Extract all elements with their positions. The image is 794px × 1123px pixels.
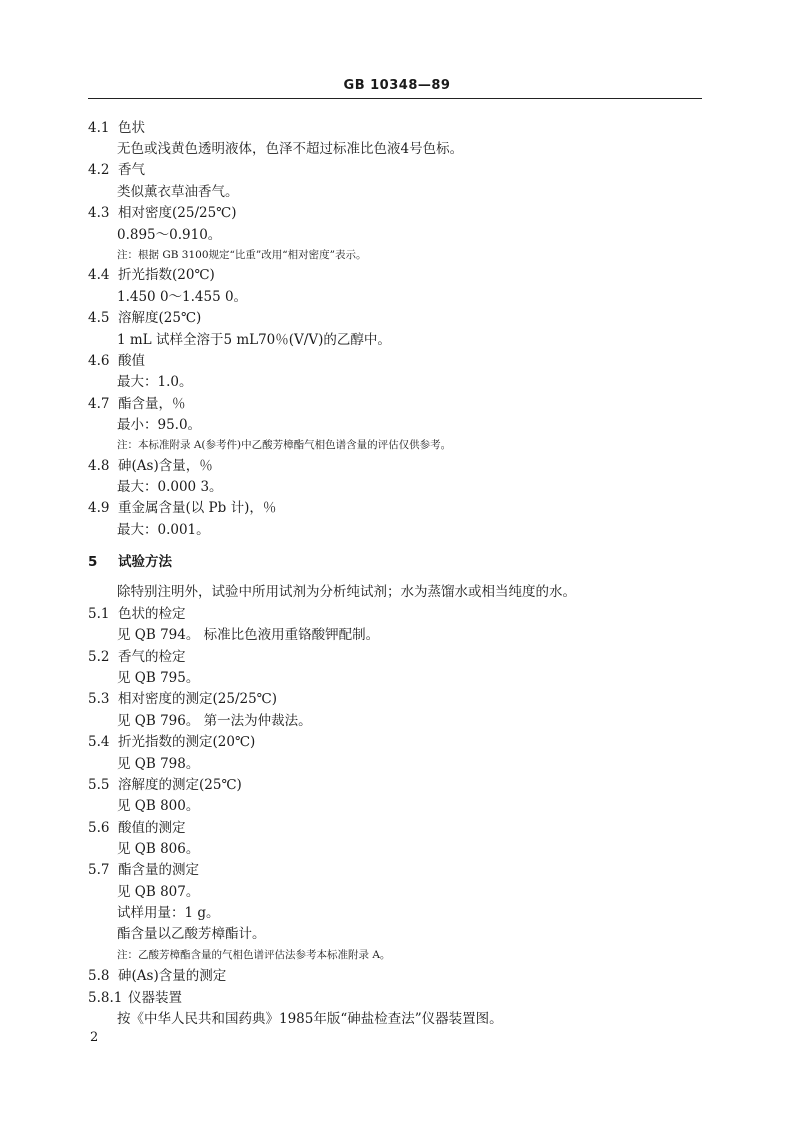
page-header: GB 10348—89 — [343, 78, 451, 93]
line-text: 仪器装置 — [128, 990, 182, 1006]
line-text: 溶解度(25℃) — [118, 310, 202, 326]
clause-number: 5.2 — [88, 649, 110, 665]
clause-number: 4.3 — [88, 205, 110, 221]
note-line — [117, 946, 390, 964]
note-line — [117, 246, 366, 264]
body-line — [117, 331, 391, 349]
line-text: 1.450 0～1.455 0。 — [117, 289, 248, 305]
body-line — [117, 626, 379, 644]
body-line — [117, 583, 576, 601]
body-line — [117, 669, 199, 687]
line-text: 溶解度的测定(25℃) — [118, 777, 242, 793]
line-text: 酯含量，％ — [118, 396, 186, 412]
clause-number: 5.7 — [88, 862, 110, 878]
clause-number: 5.5 — [88, 777, 110, 793]
body-line — [117, 797, 199, 815]
line-text: 注：乙酸芳樟酯含量的气相色谱评估法参考本标准附录 A。 — [117, 949, 391, 961]
clause-heading — [88, 352, 145, 370]
clause-number: 5.8.1 — [88, 990, 123, 1006]
line-text: 最大：0.000 3。 — [117, 479, 223, 495]
line-text: 见 QB 800。 — [117, 798, 200, 814]
clause-heading — [88, 161, 145, 179]
line-text: 砷(As)含量的测定 — [118, 968, 227, 984]
line-text: 类似薰衣草油香气。 — [117, 184, 239, 200]
clause-heading — [88, 648, 186, 666]
line-text: 最大：0.001。 — [117, 522, 210, 538]
line-text: 见 QB 794。 标准比色液用重铬酸钾配制。 — [117, 627, 380, 643]
line-text: 砷(As)含量，％ — [118, 458, 213, 474]
body-line — [117, 183, 239, 201]
line-text: 1 mL 试样全溶于5 mL70％(V/V)的乙醇中。 — [117, 332, 391, 348]
clause-number: 5.6 — [88, 820, 110, 836]
body-line — [117, 755, 199, 773]
body-line — [117, 373, 192, 391]
line-text: 0.895～0.910。 — [117, 227, 222, 243]
line-text: 酸值的测定 — [118, 820, 186, 836]
body-line — [117, 140, 463, 158]
body-line — [117, 521, 210, 539]
clause-number: 5.3 — [88, 691, 110, 707]
line-text: 注：根据 GB 3100规定“比重”改用“相对密度”表示。 — [117, 249, 367, 261]
clause-heading — [88, 989, 182, 1007]
clause-number: 4.1 — [88, 120, 110, 136]
line-text: 相对密度(25/25℃) — [118, 205, 237, 221]
line-text: 酸值 — [118, 353, 145, 369]
clause-number: 4.8 — [88, 458, 110, 474]
line-text: 最小：95.0。 — [117, 417, 202, 433]
body-line — [117, 840, 199, 858]
page-number: 2 — [90, 1030, 99, 1045]
clause-number: 4.5 — [88, 310, 110, 326]
line-text: 试样用量：1 g。 — [117, 905, 220, 921]
line-text: 见 QB 795。 — [117, 670, 200, 686]
clause-heading — [88, 457, 213, 475]
body-line — [117, 925, 266, 943]
line-text: 折光指数(20℃) — [118, 267, 215, 283]
clause-number: 5.1 — [88, 606, 110, 622]
clause-heading — [88, 395, 186, 413]
clause-number: 5.8 — [88, 968, 110, 984]
body-line — [117, 288, 247, 306]
line-text: 见 QB 807。 — [117, 884, 200, 900]
line-text: 见 QB 796。 第一法为仲裁法。 — [117, 713, 312, 729]
line-text: 酯含量的测定 — [118, 862, 199, 878]
clause-heading — [88, 266, 215, 284]
line-text: 香气的检定 — [118, 649, 186, 665]
line-text: 折光指数的测定(20℃) — [118, 734, 256, 750]
clause-heading — [88, 861, 199, 879]
line-text: 无色或浅黄色透明液体，色泽不超过标准比色液4号色标。 — [117, 141, 464, 157]
clause-heading — [88, 690, 277, 708]
body-line — [117, 226, 221, 244]
clause-heading — [88, 967, 226, 985]
line-text: 注：本标准附录 A(参考件)中乙酸芳樟酯气相色谱含量的评估仅供参考。 — [117, 439, 452, 451]
body-line — [117, 712, 312, 730]
clause-heading — [88, 499, 276, 517]
line-text: 最大：1.0。 — [117, 374, 193, 390]
clause-number: 4.9 — [88, 500, 110, 516]
clause-number: 4.7 — [88, 396, 110, 412]
body-line — [117, 478, 223, 496]
body-line — [117, 904, 220, 922]
line-text: 相对密度的测定(25/25℃) — [118, 691, 278, 707]
line-text: 除特别注明外，试验中所用试剂为分析纯试剂；水为蒸馏水或相当纯度的水。 — [117, 584, 576, 600]
clause-number: 4.4 — [88, 267, 110, 283]
clause-heading — [88, 776, 242, 794]
clause-heading — [88, 605, 186, 623]
clause-heading — [88, 119, 145, 137]
header-rule — [88, 98, 702, 99]
line-text: 按《中华人民共和国药典》1985年版“砷盐检查法”仪器装置图。 — [117, 1011, 503, 1027]
clause-heading — [88, 553, 172, 571]
clause-heading — [88, 819, 186, 837]
clause-heading — [88, 309, 201, 327]
clause-heading — [88, 733, 255, 751]
body-line — [117, 416, 201, 434]
clause-number: 4.2 — [88, 162, 110, 178]
line-text: 重金属含量(以 Pb 计)，％ — [118, 500, 277, 516]
body-line — [117, 883, 199, 901]
clause-number: 5.4 — [88, 734, 110, 750]
line-text: 色状 — [118, 120, 145, 136]
note-line — [117, 436, 451, 454]
line-text: 见 QB 806。 — [117, 841, 200, 857]
clause-number: 4.6 — [88, 353, 110, 369]
line-text: 色状的检定 — [118, 606, 186, 622]
line-text: 酯含量以乙酸芳樟酯计。 — [117, 926, 266, 942]
body-line — [117, 1010, 503, 1028]
clause-heading — [88, 204, 237, 222]
line-text: 试验方法 — [118, 554, 172, 570]
line-text: 香气 — [118, 162, 145, 178]
line-text: 见 QB 798。 — [117, 756, 200, 772]
clause-number: 5 — [88, 554, 98, 570]
